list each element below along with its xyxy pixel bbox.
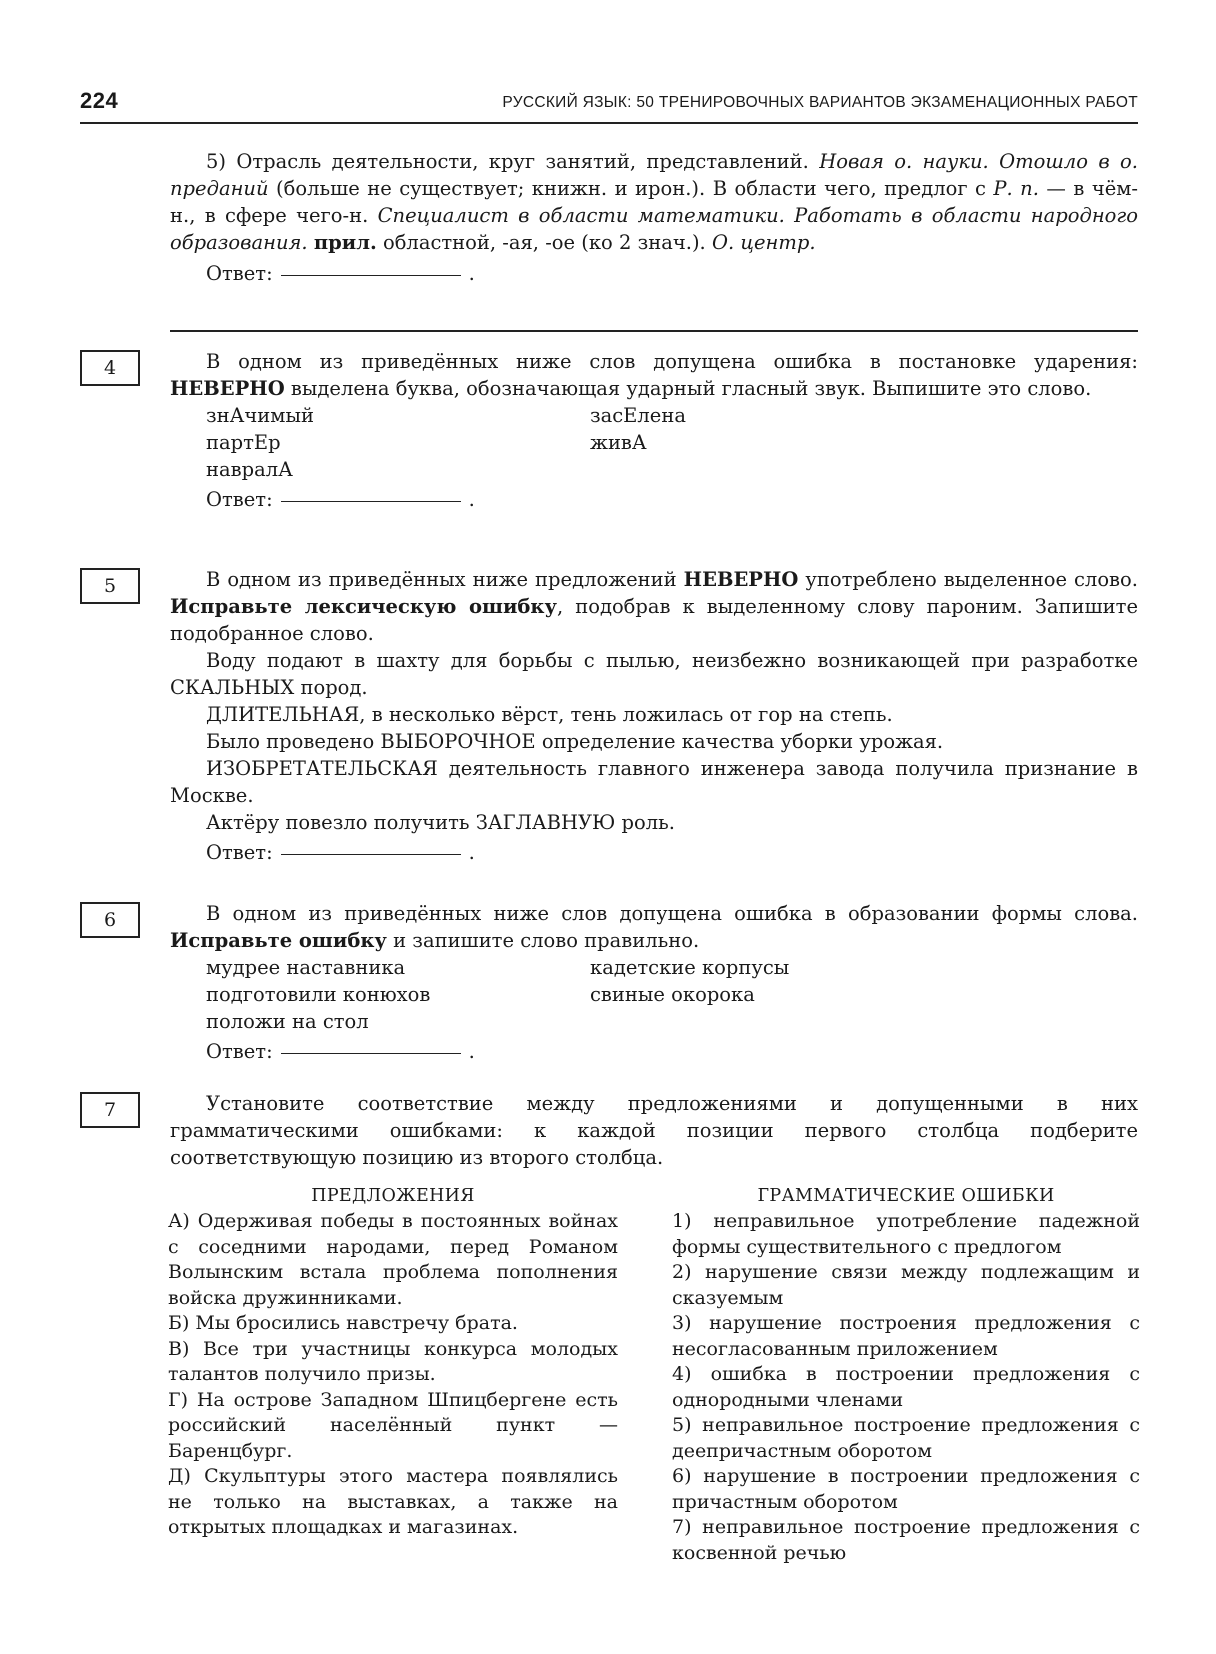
errors-column [672, 1184, 1140, 1566]
sentence-option: Воду подают в шахту для борьбы с пылью, неизбежно возникающей при разработке СКАЛЬНЫХ пород. [170, 649, 1138, 699]
answer-line: Ответ: . [206, 841, 475, 864]
definition-text: 5) Отрасль деятельности, круг занятий, представлений. Новая о. науки. Отошло в о. преданий (больше не существует; книжн. и ирон.). В области чего, предлог с Р. п. — в чём-н., в сфере чего-н. Специалист в области математики. Работать в области народного образования. прил. областной, -ая, -ое (ко 2 знач.). О. центр. [170, 150, 1139, 254]
error-item: 5) неправильное построение предложения с деепричастным оборотом [672, 1414, 1140, 1462]
section-divider [170, 330, 1138, 332]
answer-blank[interactable] [281, 500, 461, 502]
task-4-prompt: В одном из приведённых ниже слов допущена ошибка в постановке ударения: НЕВЕРНО выделена буква, обозначающая ударный гласный звук. Выпишите это слово. [170, 350, 1138, 400]
task-7-columns [168, 1184, 1140, 1566]
task-number-box: 4 [80, 350, 140, 386]
word-option: засЕлена [590, 404, 686, 427]
column-header: ГРАММАТИЧЕСКИЕ ОШИБКИ [757, 1186, 1055, 1206]
task-7 [170, 1090, 1138, 1171]
error-item: 1) неправильное употребление падежной формы существительного с предлогом [672, 1210, 1140, 1258]
sentence-item: Г) На острове Западном Шпицбергене есть российский населённый пункт — Баренцбург. [168, 1388, 618, 1462]
answer-blank[interactable] [281, 1052, 461, 1054]
task-number-box: 5 [80, 568, 140, 604]
error-item: 7) неправильное построение предложения с косвенной речью [672, 1516, 1140, 1564]
column-header: ПРЕДЛОЖЕНИЯ [311, 1186, 475, 1206]
definition-item [170, 148, 1138, 287]
word-option: живА [590, 431, 647, 454]
error-item: 3) нарушение построения предложения с несогласованным приложением [672, 1312, 1140, 1360]
answer-line: Ответ: . [206, 1040, 475, 1063]
word-option: мудрее наставника [206, 956, 406, 979]
word-option: партЕр [206, 431, 281, 454]
running-title: РУССКИЙ ЯЗЫК: 50 ТРЕНИРОВОЧНЫХ ВАРИАНТОВ ЭКЗАМЕНАЦИОННЫХ РАБОТ [502, 94, 1138, 111]
sentences-column [168, 1184, 618, 1566]
error-item: 6) нарушение в построении предложения с причастным оборотом [672, 1465, 1140, 1513]
task-5 [170, 566, 1138, 866]
task-6-prompt: В одном из приведённых ниже слов допущена ошибка в образовании формы слова. Исправьте ошибку и запишите слово правильно. [170, 902, 1138, 952]
task-5-prompt: В одном из приведённых ниже предложений НЕВЕРНО употреблено выделенное слово. Исправьте лексическую ошибку, подобрав к выделенному слову пароним. Запишите подобранное слово. [170, 568, 1139, 645]
task-number-box: 6 [80, 902, 140, 938]
task-number-box: 7 [80, 1092, 140, 1128]
sentence-option: Было проведено ВЫБОРОЧНОЕ определение качества уборки урожая. [206, 730, 944, 753]
error-item: 4) ошибка в построении предложения с однородными членами [672, 1363, 1140, 1411]
sentence-option: Актёру повезло получить ЗАГЛАВНУЮ роль. [206, 811, 675, 834]
sentence-option: ИЗОБРЕТАТЕЛЬСКАЯ деятельность главного инженера завода получила признание в Москве. [170, 757, 1138, 807]
sentence-item: В) Все три участницы конкурса молодых талантов получило призы. [168, 1337, 618, 1385]
word-option: навралА [206, 458, 293, 481]
answer-line: Ответ: . [206, 262, 475, 285]
task-4-words [170, 402, 1138, 483]
answer-blank[interactable] [281, 853, 461, 855]
task-6-words [170, 954, 1138, 1035]
word-option: свиные окорока [590, 983, 755, 1006]
sentence-item: А) Одерживая победы в постоянных войнах с соседними народами, перед Романом Волынским встала проблема пополнения войска дружинниками. [168, 1210, 618, 1309]
task-7-prompt: Установите соответствие между предложениями и допущенными в них грамматическими ошибками: к каждой позиции первого столбца подберите соответствующую позицию из второго столбца. [170, 1092, 1138, 1169]
word-option: подготовили конюхов [206, 983, 431, 1006]
answer-blank[interactable] [281, 274, 461, 276]
word-option: знАчимый [206, 404, 314, 427]
word-option: положи на стол [206, 1010, 369, 1033]
task-4 [170, 348, 1138, 513]
answer-line: Ответ: . [206, 488, 475, 511]
task-6 [170, 900, 1138, 1065]
sentence-item: Д) Скульптуры этого мастера появлялись не только на выставках, а также на открытых площадках и магазинах. [168, 1465, 618, 1538]
page-header [80, 86, 1138, 124]
sentence-item: Б) Мы бросились навстречу брата. [168, 1312, 518, 1334]
error-item: 2) нарушение связи между подлежащим и сказуемым [672, 1261, 1140, 1309]
word-option: кадетские корпусы [590, 956, 790, 979]
page-number: 224 [80, 88, 119, 113]
sentence-option: ДЛИТЕЛЬНАЯ, в несколько вёрст, тень ложилась от гор на степь. [206, 703, 893, 726]
